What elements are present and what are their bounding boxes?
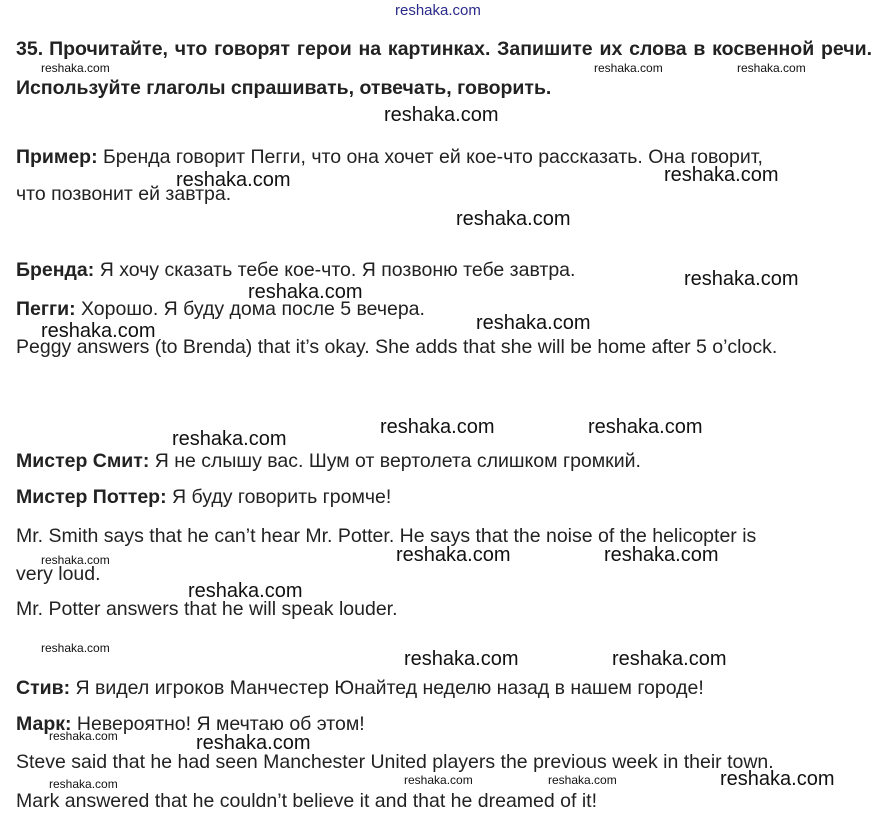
watermark: reshaka.com — [248, 281, 363, 303]
potter-line — [16, 478, 876, 516]
watermark: reshaka.com — [41, 320, 156, 342]
answer-potter-text: Mr. Potter answers that he will speak louder. — [16, 598, 398, 620]
example-label: Пример: — [16, 146, 98, 168]
peggy-label: Пегги: — [16, 298, 76, 320]
watermark: reshaka.com — [404, 648, 519, 670]
smith-label: Мистер Смит: — [16, 450, 150, 472]
watermark: reshaka.com — [196, 732, 311, 754]
answer-smith-text-1: Mr. Smith says that he can’t hear Mr. Potter. He says that the noise of the helicopter is — [16, 525, 757, 547]
watermark: reshaka.com — [41, 61, 110, 75]
answer-mark-text: Mark answered that he couldn’t believe it and that he dreamed of it! — [16, 790, 598, 812]
header-watermark: reshaka.com — [395, 2, 481, 19]
watermark: reshaka.com — [41, 641, 110, 655]
answer-smith-text-2: very loud. — [16, 563, 101, 585]
watermark: reshaka.com — [594, 61, 663, 75]
watermark: reshaka.com — [588, 416, 703, 438]
mark-line — [16, 705, 876, 743]
watermark: reshaka.com — [684, 268, 799, 290]
watermark: reshaka.com — [188, 580, 303, 602]
answer-steve-text: Steve said that he had seen Manchester United players the previous week in their town. — [16, 751, 774, 773]
watermark: reshaka.com — [380, 416, 495, 438]
watermark: reshaka.com — [476, 312, 591, 334]
watermark: reshaka.com — [49, 729, 118, 743]
watermark: reshaka.com — [41, 553, 110, 567]
watermark: reshaka.com — [720, 768, 835, 790]
answer-potter — [16, 590, 876, 628]
watermark: reshaka.com — [612, 648, 727, 670]
steve-text: Я видел игроков Манчестер Юнайтед неделю назад в нашем городе! — [70, 677, 704, 699]
potter-label: Мистер Поттер: — [16, 486, 167, 508]
watermark: reshaka.com — [548, 773, 617, 787]
watermark: reshaka.com — [404, 773, 473, 787]
watermark: reshaka.com — [172, 428, 287, 450]
watermark: reshaka.com — [176, 169, 291, 191]
task-text: Прочитайте, что говорят герои на картинках. Запишите их слова в косвенной речи. Используйте глаголы спрашивать, отвечать, говорить. — [16, 38, 872, 99]
example-text-1: Бренда говорит Пегги, что она хочет ей кое-что рассказать. Она говорит, — [97, 146, 763, 168]
brenda-label: Бренда: — [16, 259, 95, 281]
smith-text: Я не слышу вас. Шум от вертолета слишком громкий. — [149, 450, 641, 472]
brenda-text: Я хочу сказать тебе кое-что. Я позвоню тебе завтра. — [94, 259, 576, 281]
smith-line — [16, 442, 876, 480]
watermark: reshaka.com — [604, 544, 719, 566]
steve-label: Стив: — [16, 677, 71, 699]
potter-text: Я буду говорить громче! — [166, 486, 392, 508]
task-number: 35. — [16, 38, 44, 60]
watermark: reshaka.com — [664, 164, 779, 186]
watermark: reshaka.com — [49, 777, 118, 791]
watermark: reshaka.com — [737, 61, 806, 75]
watermark: reshaka.com — [456, 208, 571, 230]
answer-peggy-text: Peggy answers (to Brenda) that it’s okay. She adds that she will be home after 5 o’clock. — [16, 336, 778, 358]
peggy-text: Хорошо. Я буду дома после 5 вечера. — [75, 298, 425, 320]
watermark: reshaka.com — [384, 104, 499, 126]
mark-label: Марк: — [16, 713, 72, 735]
example-text-2: что позвонит ей завтра. — [16, 183, 232, 205]
steve-line — [16, 669, 876, 707]
mark-text: Невероятно! Я мечтаю об этом! — [71, 713, 365, 735]
watermark: reshaka.com — [396, 544, 511, 566]
